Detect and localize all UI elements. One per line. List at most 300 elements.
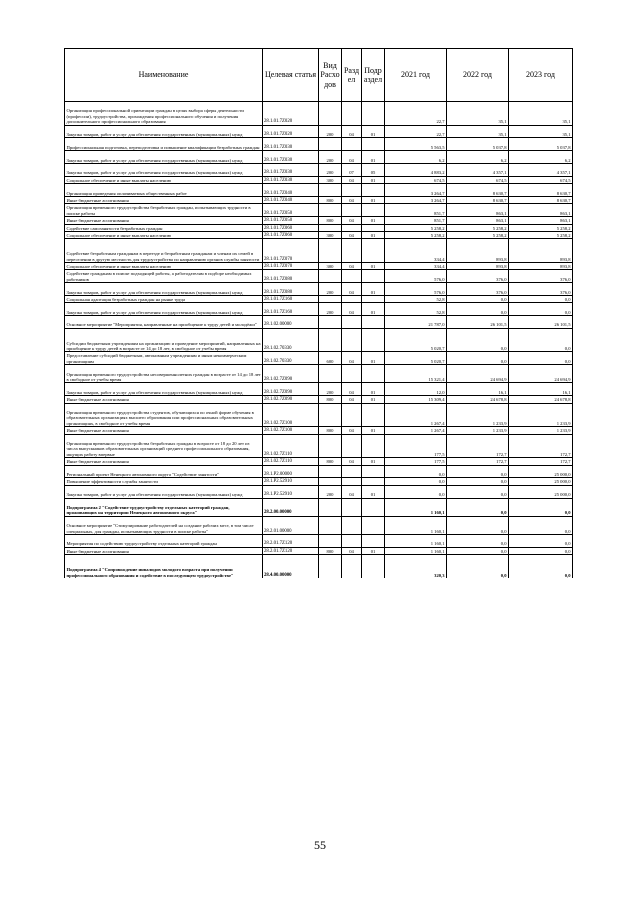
row-expense-type: [319, 555, 342, 579]
row-value-2022: 0,0: [447, 465, 509, 478]
row-subsection: 05: [362, 163, 385, 176]
row-value-2021: 15 309,4: [385, 396, 447, 403]
row-value-2021: 1 160,1: [385, 547, 447, 554]
table-row: [65, 316, 573, 329]
row-value-2021: 334,4: [385, 262, 447, 269]
row-target-code: 28.4.00.00000: [263, 555, 319, 579]
row-value-2021: 1 267,4: [385, 403, 447, 427]
table-row: [65, 262, 573, 269]
row-name: Предоставление субсидий бюджетным, автономным учреждениям и иным некоммерческим организациям: [65, 352, 263, 365]
row-name: Подпрограмма 4 "Сопровождение инвалидов молодого возраста при получении профессионального образования и содействие в последующем трудоустройстве": [65, 555, 263, 579]
row-value-2022: 24 694,9: [447, 365, 509, 383]
row-section: 04: [342, 547, 362, 554]
row-value-2023: 674,5: [509, 176, 573, 183]
row-section: 07: [342, 163, 362, 176]
row-value-2022: 16,1: [447, 383, 509, 396]
row-section: [342, 434, 362, 458]
row-expense-type: 200: [319, 125, 342, 138]
row-section: 04: [342, 303, 362, 316]
row-value-2022: 674,5: [447, 176, 509, 183]
row-value-2021: 21 787,0: [385, 316, 447, 329]
row-name: Социальное обеспечение и иные выплаты населению: [65, 262, 263, 269]
row-name: Иные бюджетные ассигнования: [65, 217, 263, 224]
header-subsection: Подр аздел: [362, 49, 385, 102]
row-subsection: [362, 102, 385, 126]
row-value-2022: 1 233,9: [447, 427, 509, 434]
row-name: Иные бюджетные ассигнования: [65, 396, 263, 403]
row-value-2023: 1 233,9: [509, 403, 573, 427]
row-expense-type: [319, 224, 342, 231]
table-row: [65, 534, 573, 547]
row-target-code: 28.1.02.00000: [263, 316, 319, 329]
header-expense-type: Вид Расхо дов: [319, 49, 342, 102]
row-value-2023: 172,7: [509, 434, 573, 458]
row-name: Закупка товаров, работ и услуг для обеспечения государственных (муниципальных) нужд: [65, 283, 263, 296]
row-value-2021: 576,0: [385, 270, 447, 283]
row-value-2023: 8 630,7: [509, 184, 573, 197]
row-expense-type: [319, 184, 342, 197]
row-section: 04: [342, 196, 362, 203]
row-subsection: [362, 224, 385, 231]
row-value-2022: 376,0: [447, 270, 509, 283]
header-row: [65, 49, 573, 102]
row-value-2022: 0,0: [447, 498, 509, 516]
row-target-code: 28.1.01.7Z060: [263, 231, 319, 238]
row-value-2023: 16,1: [509, 383, 573, 396]
row-subsection: [362, 434, 385, 458]
table-row: [65, 270, 573, 283]
row-section: 04: [342, 283, 362, 296]
table-row: [65, 239, 573, 263]
header-2022: 2022 год: [447, 49, 509, 102]
row-section: 04: [342, 176, 362, 183]
table-row: [65, 204, 573, 217]
table-row: [65, 458, 573, 465]
table-row: [65, 224, 573, 231]
row-target-code: 28.1.01.7Z030: [263, 138, 319, 151]
table-row: [65, 102, 573, 126]
row-value-2022: 35,1: [447, 125, 509, 138]
table-row: [65, 295, 573, 302]
table-row: [65, 283, 573, 296]
row-subsection: 01: [362, 396, 385, 403]
row-target-code: 28.1.01.7Z060: [263, 224, 319, 231]
row-name: Закупка товаров, работ и услуг для обеспечения государственных (муниципальных) нужд: [65, 383, 263, 396]
table-row: [65, 547, 573, 554]
table-row: [65, 125, 573, 138]
row-name: Субсидии бюджетным учреждениям на организацию и проведение мероприятий, направленных на приобщение к труду детей в возрасте от 14 до 18 лет, в свободное от учебы время: [65, 328, 263, 352]
row-expense-type: 300: [319, 231, 342, 238]
row-value-2022: 0,0: [447, 295, 509, 302]
row-value-2021: 22,7: [385, 125, 447, 138]
row-section: [342, 328, 362, 352]
row-value-2023: 24 694,9: [509, 365, 573, 383]
row-expense-type: 800: [319, 196, 342, 203]
row-target-code: 28.2.01.00000: [263, 516, 319, 534]
row-value-2023: 376,0: [509, 283, 573, 296]
row-value-2023: 24 678,8: [509, 396, 573, 403]
row-section: [342, 498, 362, 516]
row-value-2021: 5 258,2: [385, 231, 447, 238]
row-expense-type: 200: [319, 283, 342, 296]
row-value-2021: 12,0: [385, 383, 447, 396]
row-name: Содействие гражданам в поиске подходящей работы, а работодателям в подборе необходимых работников: [65, 270, 263, 283]
row-value-2021: 851,7: [385, 217, 447, 224]
row-value-2022: 0,0: [447, 328, 509, 352]
row-target-code: 28.1.01.7Z160: [263, 303, 319, 316]
row-subsection: 01: [362, 427, 385, 434]
table-row: [65, 231, 573, 238]
table-row: [65, 196, 573, 203]
row-name: Иные бюджетные ассигнования: [65, 547, 263, 554]
row-target-code: 28.1.P2.00000: [263, 465, 319, 478]
row-name: Иные бюджетные ассигнования: [65, 196, 263, 203]
row-name: Закупка товаров, работ и услуг для обеспечения государственных (муниципальных) нужд: [65, 151, 263, 164]
row-section: 04: [342, 427, 362, 434]
row-value-2022: 0,0: [447, 485, 509, 498]
row-name: Закупка товаров, работ и услуг для обеспечения государственных (муниципальных) нужд: [65, 163, 263, 176]
row-expense-type: [319, 270, 342, 283]
row-value-2021: 5 258,2: [385, 224, 447, 231]
page-number: 55: [314, 838, 326, 852]
row-target-code: 28.1.02.7Z090: [263, 365, 319, 383]
row-value-2023: 0,0: [509, 498, 573, 516]
row-value-2023: 0,0: [509, 547, 573, 554]
row-name: Содействие безработным гражданам в переезде и безработным гражданам и членам их семей в переселении в другую местность для трудоустройства по направлению органов службы занятости: [65, 239, 263, 263]
row-expense-type: 600: [319, 352, 342, 365]
row-subsection: [362, 328, 385, 352]
row-expense-type: 200: [319, 485, 342, 498]
row-value-2021: 320,3: [385, 555, 447, 579]
table-row: [65, 352, 573, 365]
row-expense-type: 200: [319, 151, 342, 164]
row-value-2021: 1 160,1: [385, 516, 447, 534]
row-value-2022: 172,7: [447, 458, 509, 465]
row-value-2021: 0,0: [385, 478, 447, 485]
row-expense-type: [319, 434, 342, 458]
table-row: [65, 151, 573, 164]
row-subsection: 01: [362, 196, 385, 203]
table-body: [65, 102, 573, 579]
row-value-2021: 15 321,4: [385, 365, 447, 383]
row-value-2021: 6,2: [385, 151, 447, 164]
row-subsection: 01: [362, 547, 385, 554]
row-expense-type: [319, 498, 342, 516]
row-value-2022: 5 037,8: [447, 138, 509, 151]
row-name: Мероприятия по содействию трудоустройству отдельных категорий граждан: [65, 534, 263, 547]
row-value-2023: 0,0: [509, 534, 573, 547]
row-target-code: 28.1.02.7Z090: [263, 383, 319, 396]
table-row: [65, 465, 573, 478]
header-2023: 2023 год: [509, 49, 573, 102]
row-expense-type: [319, 204, 342, 217]
row-subsection: 01: [362, 303, 385, 316]
row-target-code: 28.2.01.7Z120: [263, 534, 319, 547]
row-target-code: 28.1.01.7Z070: [263, 262, 319, 269]
row-section: [342, 224, 362, 231]
row-value-2021: 1 267,4: [385, 427, 447, 434]
row-expense-type: 800: [319, 427, 342, 434]
row-value-2021: 674,5: [385, 176, 447, 183]
row-subsection: [362, 270, 385, 283]
row-subsection: [362, 516, 385, 534]
row-section: 04: [342, 458, 362, 465]
row-section: [342, 138, 362, 151]
row-section: 04: [342, 485, 362, 498]
row-value-2021: 3 264,7: [385, 184, 447, 197]
row-value-2021: 851,7: [385, 204, 447, 217]
row-name: Организация временного трудоустройства безработных граждан в возрасте от 18 до 20 лет из числа выпускников образовательных организаций среднего профессионального образования, ищущих работу впервые: [65, 434, 263, 458]
row-section: [342, 270, 362, 283]
row-target-code: 28.1.01.7Z050: [263, 217, 319, 224]
table-row: [65, 184, 573, 197]
row-expense-type: 300: [319, 262, 342, 269]
row-name: Организация временного трудоустройства студентов, обучающихся по очной форме обучения в образовательных организациях высшего образования или профессиональных образовательных организациях, в свободное от учебы время: [65, 403, 263, 427]
table-row: [65, 555, 573, 579]
row-name: Организация временного трудоустройства несовершеннолетних граждан в возрасте от 14 до 18 лет в свободное от учебы время: [65, 365, 263, 383]
row-section: 04: [342, 231, 362, 238]
row-value-2023: 893,8: [509, 239, 573, 263]
row-value-2023: 0,0: [509, 303, 573, 316]
row-value-2022: 893,8: [447, 262, 509, 269]
row-target-code: 28.1.02.7Z110: [263, 434, 319, 458]
row-value-2023: 172,7: [509, 458, 573, 465]
row-value-2023: 0,0: [509, 516, 573, 534]
row-subsection: [362, 534, 385, 547]
row-value-2023: 1 233,9: [509, 427, 573, 434]
row-subsection: [362, 239, 385, 263]
row-value-2021: 5 020,7: [385, 328, 447, 352]
row-target-code: 28.1.01.7Z040: [263, 184, 319, 197]
row-value-2022: 4 357,1: [447, 163, 509, 176]
row-subsection: [362, 498, 385, 516]
row-value-2021: 22,7: [385, 102, 447, 126]
row-name: Основное мероприятие "Стимулирование работодателей на создание рабочих мест, в том числе специальных, для граждан, испытывающих трудности в поиске работы": [65, 516, 263, 534]
row-value-2023: 8 630,7: [509, 196, 573, 203]
row-section: [342, 102, 362, 126]
row-value-2022: 0,0: [447, 516, 509, 534]
row-value-2022: 6,2: [447, 151, 509, 164]
row-expense-type: [319, 403, 342, 427]
table-row: [65, 434, 573, 458]
table-row: [65, 485, 573, 498]
row-target-code: 28.1.P2.52910: [263, 485, 319, 498]
row-name: Закупка товаров, работ и услуг для обеспечения государственных (муниципальных) нужд: [65, 485, 263, 498]
row-expense-type: [319, 102, 342, 126]
row-value-2022: 5 258,2: [447, 224, 509, 231]
row-value-2022: 0,0: [447, 547, 509, 554]
row-value-2023: 376,0: [509, 270, 573, 283]
row-target-code: 28.1.01.7Z160: [263, 295, 319, 302]
row-subsection: 01: [362, 458, 385, 465]
row-target-code: 28.1.01.7Z030: [263, 151, 319, 164]
table-row: [65, 328, 573, 352]
row-value-2023: 5 258,2: [509, 224, 573, 231]
table-row: [65, 365, 573, 383]
row-name: Иные бюджетные ассигнования: [65, 427, 263, 434]
row-value-2021: 0,0: [385, 465, 447, 478]
header-2021: 2021 год: [385, 49, 447, 102]
row-section: 04: [342, 396, 362, 403]
row-section: 04: [342, 151, 362, 164]
row-target-code: 28.1.P2.52910: [263, 478, 319, 485]
row-value-2023: 4 357,1: [509, 163, 573, 176]
row-expense-type: [319, 295, 342, 302]
row-value-2022: 0,0: [447, 555, 509, 579]
row-section: [342, 555, 362, 579]
row-value-2022: 26 101,5: [447, 316, 509, 329]
row-value-2023: 35,1: [509, 125, 573, 138]
row-value-2021: 4 883,2: [385, 163, 447, 176]
row-value-2021: 52,8: [385, 303, 447, 316]
row-value-2021: 334,4: [385, 239, 447, 263]
row-expense-type: 800: [319, 458, 342, 465]
row-subsection: 01: [362, 151, 385, 164]
row-section: [342, 516, 362, 534]
row-expense-type: 200: [319, 303, 342, 316]
row-value-2021: 5 563,5: [385, 138, 447, 151]
row-name: Основное мероприятие "Мероприятия, направленные на приобщение к труду детей и молодёжи": [65, 316, 263, 329]
row-name: Закупка товаров, работ и услуг для обеспечения государственных (муниципальных) нужд: [65, 303, 263, 316]
row-subsection: [362, 465, 385, 478]
row-expense-type: [319, 465, 342, 478]
row-section: [342, 204, 362, 217]
row-target-code: 28.1.02.7Z100: [263, 403, 319, 427]
row-subsection: [362, 365, 385, 383]
row-subsection: [362, 295, 385, 302]
row-value-2023: 35,1: [509, 102, 573, 126]
row-subsection: [362, 184, 385, 197]
row-value-2022: 5 258,2: [447, 231, 509, 238]
table-row: [65, 138, 573, 151]
row-name: Подпрограмма 2 "Содействие трудоустройству отдельных категорий граждан, проживающих на территории Ненецкого автономного округа": [65, 498, 263, 516]
row-section: [342, 365, 362, 383]
row-value-2021: 0,0: [385, 485, 447, 498]
row-subsection: [362, 204, 385, 217]
budget-table: [64, 48, 573, 578]
row-subsection: [362, 555, 385, 579]
row-name: Организация временного трудоустройства безработных граждан, испытывающих трудности в поиске работы: [65, 204, 263, 217]
row-value-2023: 863,1: [509, 204, 573, 217]
row-expense-type: [319, 365, 342, 383]
row-value-2022: 8 630,7: [447, 184, 509, 197]
row-section: 04: [342, 262, 362, 269]
row-value-2021: 3 264,7: [385, 196, 447, 203]
row-target-code: 28.1.02.70330: [263, 352, 319, 365]
row-subsection: 01: [362, 262, 385, 269]
row-target-code: 28.1.01.7Z040: [263, 196, 319, 203]
table-row: [65, 427, 573, 434]
row-subsection: 01: [362, 383, 385, 396]
row-subsection: 01: [362, 217, 385, 224]
row-expense-type: [319, 316, 342, 329]
row-name: Содействие самозанятости безработных граждан: [65, 224, 263, 231]
header-section: Разд ел: [342, 49, 362, 102]
row-subsection: 01: [362, 231, 385, 238]
row-value-2022: 863,1: [447, 217, 509, 224]
row-target-code: 28.1.01.7Z080: [263, 270, 319, 283]
row-value-2022: 0,0: [447, 478, 509, 485]
row-target-code: 28.1.02.7Z110: [263, 458, 319, 465]
row-subsection: [362, 478, 385, 485]
budget-table-page: [64, 48, 572, 578]
row-name: Социальное обеспечение и иные выплаты населению: [65, 231, 263, 238]
row-value-2021: 52,8: [385, 295, 447, 302]
row-value-2021: 5 020,7: [385, 352, 447, 365]
header-name: Наименование: [65, 49, 263, 102]
row-target-code: 28.1.01.7Z070: [263, 239, 319, 263]
row-section: 04: [342, 125, 362, 138]
row-target-code: 28.1.01.7Z020: [263, 125, 319, 138]
row-name: Региональный проект Ненецкого автономного округа "Содействие занятости": [65, 465, 263, 478]
row-section: [342, 465, 362, 478]
table-row: [65, 516, 573, 534]
row-target-code: 28.1.01.7Z030: [263, 163, 319, 176]
table-row: [65, 163, 573, 176]
row-expense-type: 800: [319, 547, 342, 554]
table-row: [65, 498, 573, 516]
row-expense-type: 800: [319, 396, 342, 403]
row-value-2021: 576,0: [385, 283, 447, 296]
row-section: [342, 478, 362, 485]
row-expense-type: [319, 239, 342, 263]
row-value-2023: 863,1: [509, 217, 573, 224]
row-section: [342, 239, 362, 263]
row-value-2022: 0,0: [447, 352, 509, 365]
row-expense-type: [319, 534, 342, 547]
row-section: [342, 295, 362, 302]
row-value-2022: 1 233,9: [447, 403, 509, 427]
row-target-code: 28.2.00.00000: [263, 498, 319, 516]
row-value-2022: 0,0: [447, 534, 509, 547]
row-section: 04: [342, 217, 362, 224]
row-target-code: 28.1.01.7Z080: [263, 283, 319, 296]
row-expense-type: [319, 138, 342, 151]
row-target-code: 28.1.02.7Z090: [263, 396, 319, 403]
row-target-code: 28.1.02.7Z100: [263, 427, 319, 434]
row-name: Социальное обеспечение и иные выплаты населению: [65, 176, 263, 183]
table-row: [65, 217, 573, 224]
row-expense-type: [319, 516, 342, 534]
table-row: [65, 478, 573, 485]
row-name: Иные бюджетные ассигнования: [65, 458, 263, 465]
row-value-2021: 177,5: [385, 434, 447, 458]
row-expense-type: [319, 328, 342, 352]
row-target-code: 28.2.01.7Z120: [263, 547, 319, 554]
row-name: Организация профессиональной ориентации граждан в целях выбора сферы деятельности (профессии), трудоустройства, прохождения профессионального обучения и получения дополнительного профессионального образования: [65, 102, 263, 126]
row-subsection: [362, 138, 385, 151]
row-subsection: 01: [362, 352, 385, 365]
row-subsection: 01: [362, 176, 385, 183]
row-name: Организация проведения оплачиваемых общественных работ: [65, 184, 263, 197]
row-subsection: 01: [362, 125, 385, 138]
row-section: [342, 184, 362, 197]
row-value-2023: 25 000,0: [509, 478, 573, 485]
row-expense-type: 300: [319, 176, 342, 183]
row-value-2023: 0,0: [509, 328, 573, 352]
row-subsection: [362, 316, 385, 329]
row-value-2022: 8 630,7: [447, 196, 509, 203]
row-name: Закупка товаров, работ и услуг для обеспечения государственных (муниципальных) нужд: [65, 125, 263, 138]
row-expense-type: 200: [319, 163, 342, 176]
row-value-2023: 0,0: [509, 295, 573, 302]
row-value-2021: 1 160,1: [385, 534, 447, 547]
row-name: Социальная адаптация безработных граждан на рынке труда: [65, 295, 263, 302]
row-value-2023: 6,2: [509, 151, 573, 164]
row-value-2022: 0,0: [447, 303, 509, 316]
row-value-2023: 0,0: [509, 352, 573, 365]
row-value-2021: 177,5: [385, 458, 447, 465]
